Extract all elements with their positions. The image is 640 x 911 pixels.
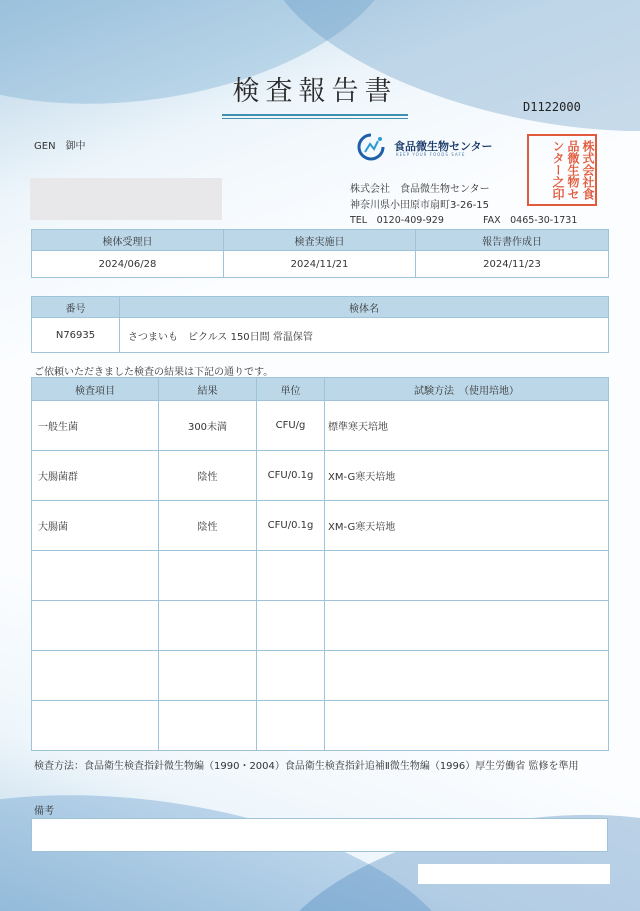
client-name: GEN 御中 [34, 141, 86, 152]
company-name: 株式会社 食品微生物センター [350, 184, 490, 195]
test-method: XM-G寒天培地 [325, 501, 609, 551]
results-header-unit: 単位 [257, 378, 325, 401]
test-unit: CFU/0.1g [257, 501, 325, 551]
empty-row [32, 651, 609, 701]
test-method: 標準寒天培地 [325, 401, 609, 451]
test-result: 300未満 [159, 401, 257, 451]
results-table [31, 377, 609, 751]
empty-row [32, 601, 609, 651]
company-seal-text: 株式会社食品微生物センター之印 [551, 140, 595, 200]
test-date-header: 検査実施日 [224, 230, 416, 251]
report-date: 2024/11/23 [416, 251, 609, 278]
empty-row [32, 701, 609, 751]
table-row [32, 401, 609, 451]
sample-number: N76935 [32, 318, 120, 353]
remarks-box [31, 818, 608, 852]
sample-table [31, 296, 609, 353]
report-date-header: 報告書作成日 [416, 230, 609, 251]
company-fax: FAX 0465-30-1731 [483, 215, 578, 226]
title-underline [222, 114, 408, 116]
sample-name-header: 検体名 [120, 297, 609, 318]
results-header-item: 検査項目 [32, 378, 159, 401]
lab-logo-name: 食品微生物センター [394, 140, 493, 153]
company-phone: TEL 0120-409-929 [350, 215, 444, 226]
received-date: 2024/06/28 [32, 251, 224, 278]
test-unit: CFU/0.1g [257, 451, 325, 501]
intro-text: ご依頼いただきました検査の結果は下記の通りです。 [34, 367, 274, 378]
page-title: 検査報告書 [232, 76, 398, 107]
lab-logo-tagline: KEEP YOUR FOODS SAFE [396, 152, 466, 157]
test-result: 陰性 [159, 501, 257, 551]
lab-logo-icon [356, 132, 386, 162]
lab-logo [356, 132, 516, 166]
empty-row [32, 551, 609, 601]
company-seal [527, 134, 597, 206]
title-block [222, 72, 408, 116]
title-underline [222, 118, 408, 119]
test-unit: CFU/g [257, 401, 325, 451]
test-item: 一般生菌 [32, 401, 159, 451]
test-item: 大腸菌 [32, 501, 159, 551]
results-header-method: 試験方法 （使用培地） [325, 378, 609, 401]
results-header-result: 結果 [159, 378, 257, 401]
sample-name: さつまいも ピクルス 150日間 常温保管 [120, 318, 609, 353]
test-result: 陰性 [159, 451, 257, 501]
sample-number-header: 番号 [32, 297, 120, 318]
redacted-area [418, 864, 610, 884]
dates-table [31, 229, 609, 278]
document-number: D1122000 [523, 100, 581, 114]
test-method: XM-G寒天培地 [325, 451, 609, 501]
remarks-label: 備考 [34, 806, 54, 817]
test-item: 大腸菌群 [32, 451, 159, 501]
table-row [32, 451, 609, 501]
redacted-area [30, 178, 222, 220]
test-date: 2024/11/21 [224, 251, 416, 278]
method-note: 検査方法：食品衛生検査指針微生物編（1990・2004）食品衛生検査指針追補Ⅱ微生物編（1996）厚生労働省 監修を準用 [34, 761, 579, 772]
company-address: 神奈川県小田原市扇町3-26-15 [350, 200, 490, 211]
received-date-header: 検体受理日 [32, 230, 224, 251]
table-row [32, 501, 609, 551]
